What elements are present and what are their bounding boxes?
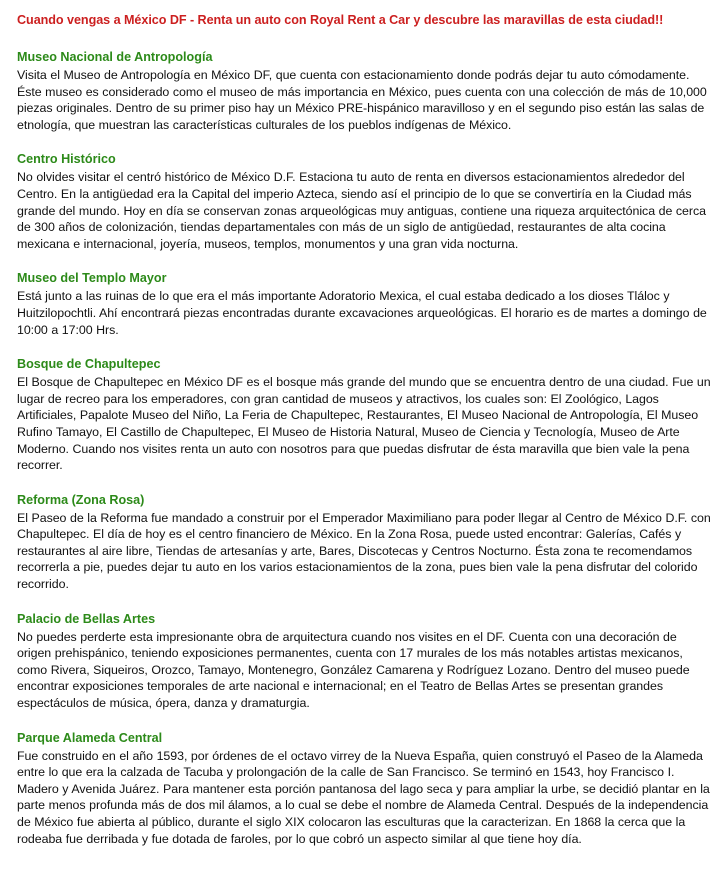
section-body: Visita el Museo de Antropología en México DF, que cuenta con estacionamiento donde podrás dejar tu auto cómodamente. Éste museo es considerado como el museo de más importancia en México, pues cuenta con una colección de más de 10,000 piezas originales. Dentro de su primer piso hay un México PRE-hispánico maravilloso y en el segundo piso están las salas de etnología, que muestran las características culturales de los pueblos indígenas de México. bbox=[17, 68, 707, 132]
section-title: Museo del Templo Mayor bbox=[17, 271, 167, 286]
section-title: Museo Nacional de Antropología bbox=[17, 50, 213, 64]
section-templo-mayor bbox=[17, 270, 712, 338]
section-title: Bosque de Chapultepec bbox=[17, 357, 161, 372]
section-body: No olvides visitar el centró histórico de México D.F. Estaciona tu auto de renta en diversos estacionamientos alrededor del Centro. En la antigüedad era la Capital del imperio Azteca, siendo así el principio de lo que se convertiría en la Ciudad más grande del mundo. Hoy en día se conservan zonas arqueológicas muy antiguas, contiene una riqueza arquitectónica de cerca de 300 años de colonización, tiendas departamentales con más de un siglo de antigüedad, restaurantes de alta cocina mexicana e internacional, joyería, museos, templos, monumentos y una gran vida nocturna. bbox=[17, 170, 706, 251]
section-centro-historico bbox=[17, 151, 712, 252]
section-title: Parque Alameda Central bbox=[17, 730, 163, 745]
page-headline: Cuando vengas a México DF - Renta un auto con Royal Rent a Car y descubre las maravillas de esta ciudad!! bbox=[17, 13, 664, 27]
section-title: Centro Histórico bbox=[17, 152, 116, 167]
section-body: Está junto a las ruinas de lo que era el más importante Adoratorio Mexica, el cual estaba dedicado a los dioses Tláloc y Huitzilopochtli. Ahí encontrará piezas encontradas durante excavaciones arqueológicas. El horario es de martes a domingo de 10:00 a 17:00 Hrs. bbox=[17, 289, 707, 337]
section-body: Fue construido en el año 1593, por órdenes de el octavo virrey de la Nueva España, quien construyó el Paseo de la Alameda entre lo que era la calzada de Tacuba y prolongación de la calle de San Francisco. Se terminó en 1543, hoy Francisco I. Madero y Avenida Juárez. Para mantener esta porción pantanosa del lago seca y para ampliar la urbe, se decidió plantar en la parte menos profunda más de dos mil álamos, a lo cual se debe el nombre de Alameda Central. Después de la independencia de México fue abierta al público, durante el siglo XIX colocaron las esculturas que la caracterizan. En 1868 la cerca que la rodeaba fue derribada y fue dotada de faroles, por lo que cobró un aspecto similar al que tiene hoy día. bbox=[17, 748, 710, 846]
section-title: Palacio de Bellas Artes bbox=[17, 611, 156, 626]
section-bosque-chapultepec bbox=[17, 356, 712, 474]
section-body: El Bosque de Chapultepec en México DF es el bosque más grande del mundo que se encuentra dentro de una ciudad. Fue un lugar de recreo para los emperadores, con gran cantidad de museos y atractivos, los cuales son: El Zoológico, Lagos Artificiales, Papalote Museo del Niño, La Feria de Chapultepec, Restaurantes, El Museo Nacional de Antropología, El Museo Rufino Tamayo, El Castillo de Chapultepec, El Museo de Historia Natural, Museo de Ciencia y Tecnología, Museo de Arte Moderno. Cuando nos visites renta un auto con nosotros para que puedas disfrutar de ésta maravilla que bien vale la pena recorrer. bbox=[17, 375, 711, 473]
section-museo-antropologia bbox=[17, 49, 712, 133]
section-bellas-artes bbox=[17, 611, 712, 712]
section-alameda-central bbox=[17, 730, 712, 848]
section-title: Reforma (Zona Rosa) bbox=[17, 492, 145, 507]
section-body: No puedes perderte esta impresionante obra de arquitectura cuando nos visites en el DF. Cuenta con una decoración de origen prehispánico, teniendo exposiciones permanentes, cuenta con 17 murales de los más notables artistas mexicanos, como Rivera, Siqueiros, Orozco, Tamayo, Montenegro, González Camarena y Rodríguez Lozano. Dentro del museo puede encontrar exposiciones temporales de arte nacional e internacional; en el Teatro de Bellas Artes se presentan grandes espectáculos de música, ópera, danza y dramaturgia. bbox=[17, 629, 690, 711]
section-body: El Paseo de la Reforma fue mandado a construir por el Emperador Maximiliano para poder llegar al Centro de México D.F. con Chapultepec. El día de hoy es el centro financiero de México. En la Zona Rosa, puede usted encontrar: Galerías, Cafés y restaurantes al aire libre, Tiendas de artesanías y arte, Bares, Discotecas y Centros Nocturno. Ésta zona te recomendamos recorrerla a pie, puedes dejar tu auto en los varios estacionamientos de la zona, pues bien vale la pena disfrutar del colorido recorrido. bbox=[17, 510, 711, 592]
section-reforma-zona-rosa bbox=[17, 492, 712, 593]
